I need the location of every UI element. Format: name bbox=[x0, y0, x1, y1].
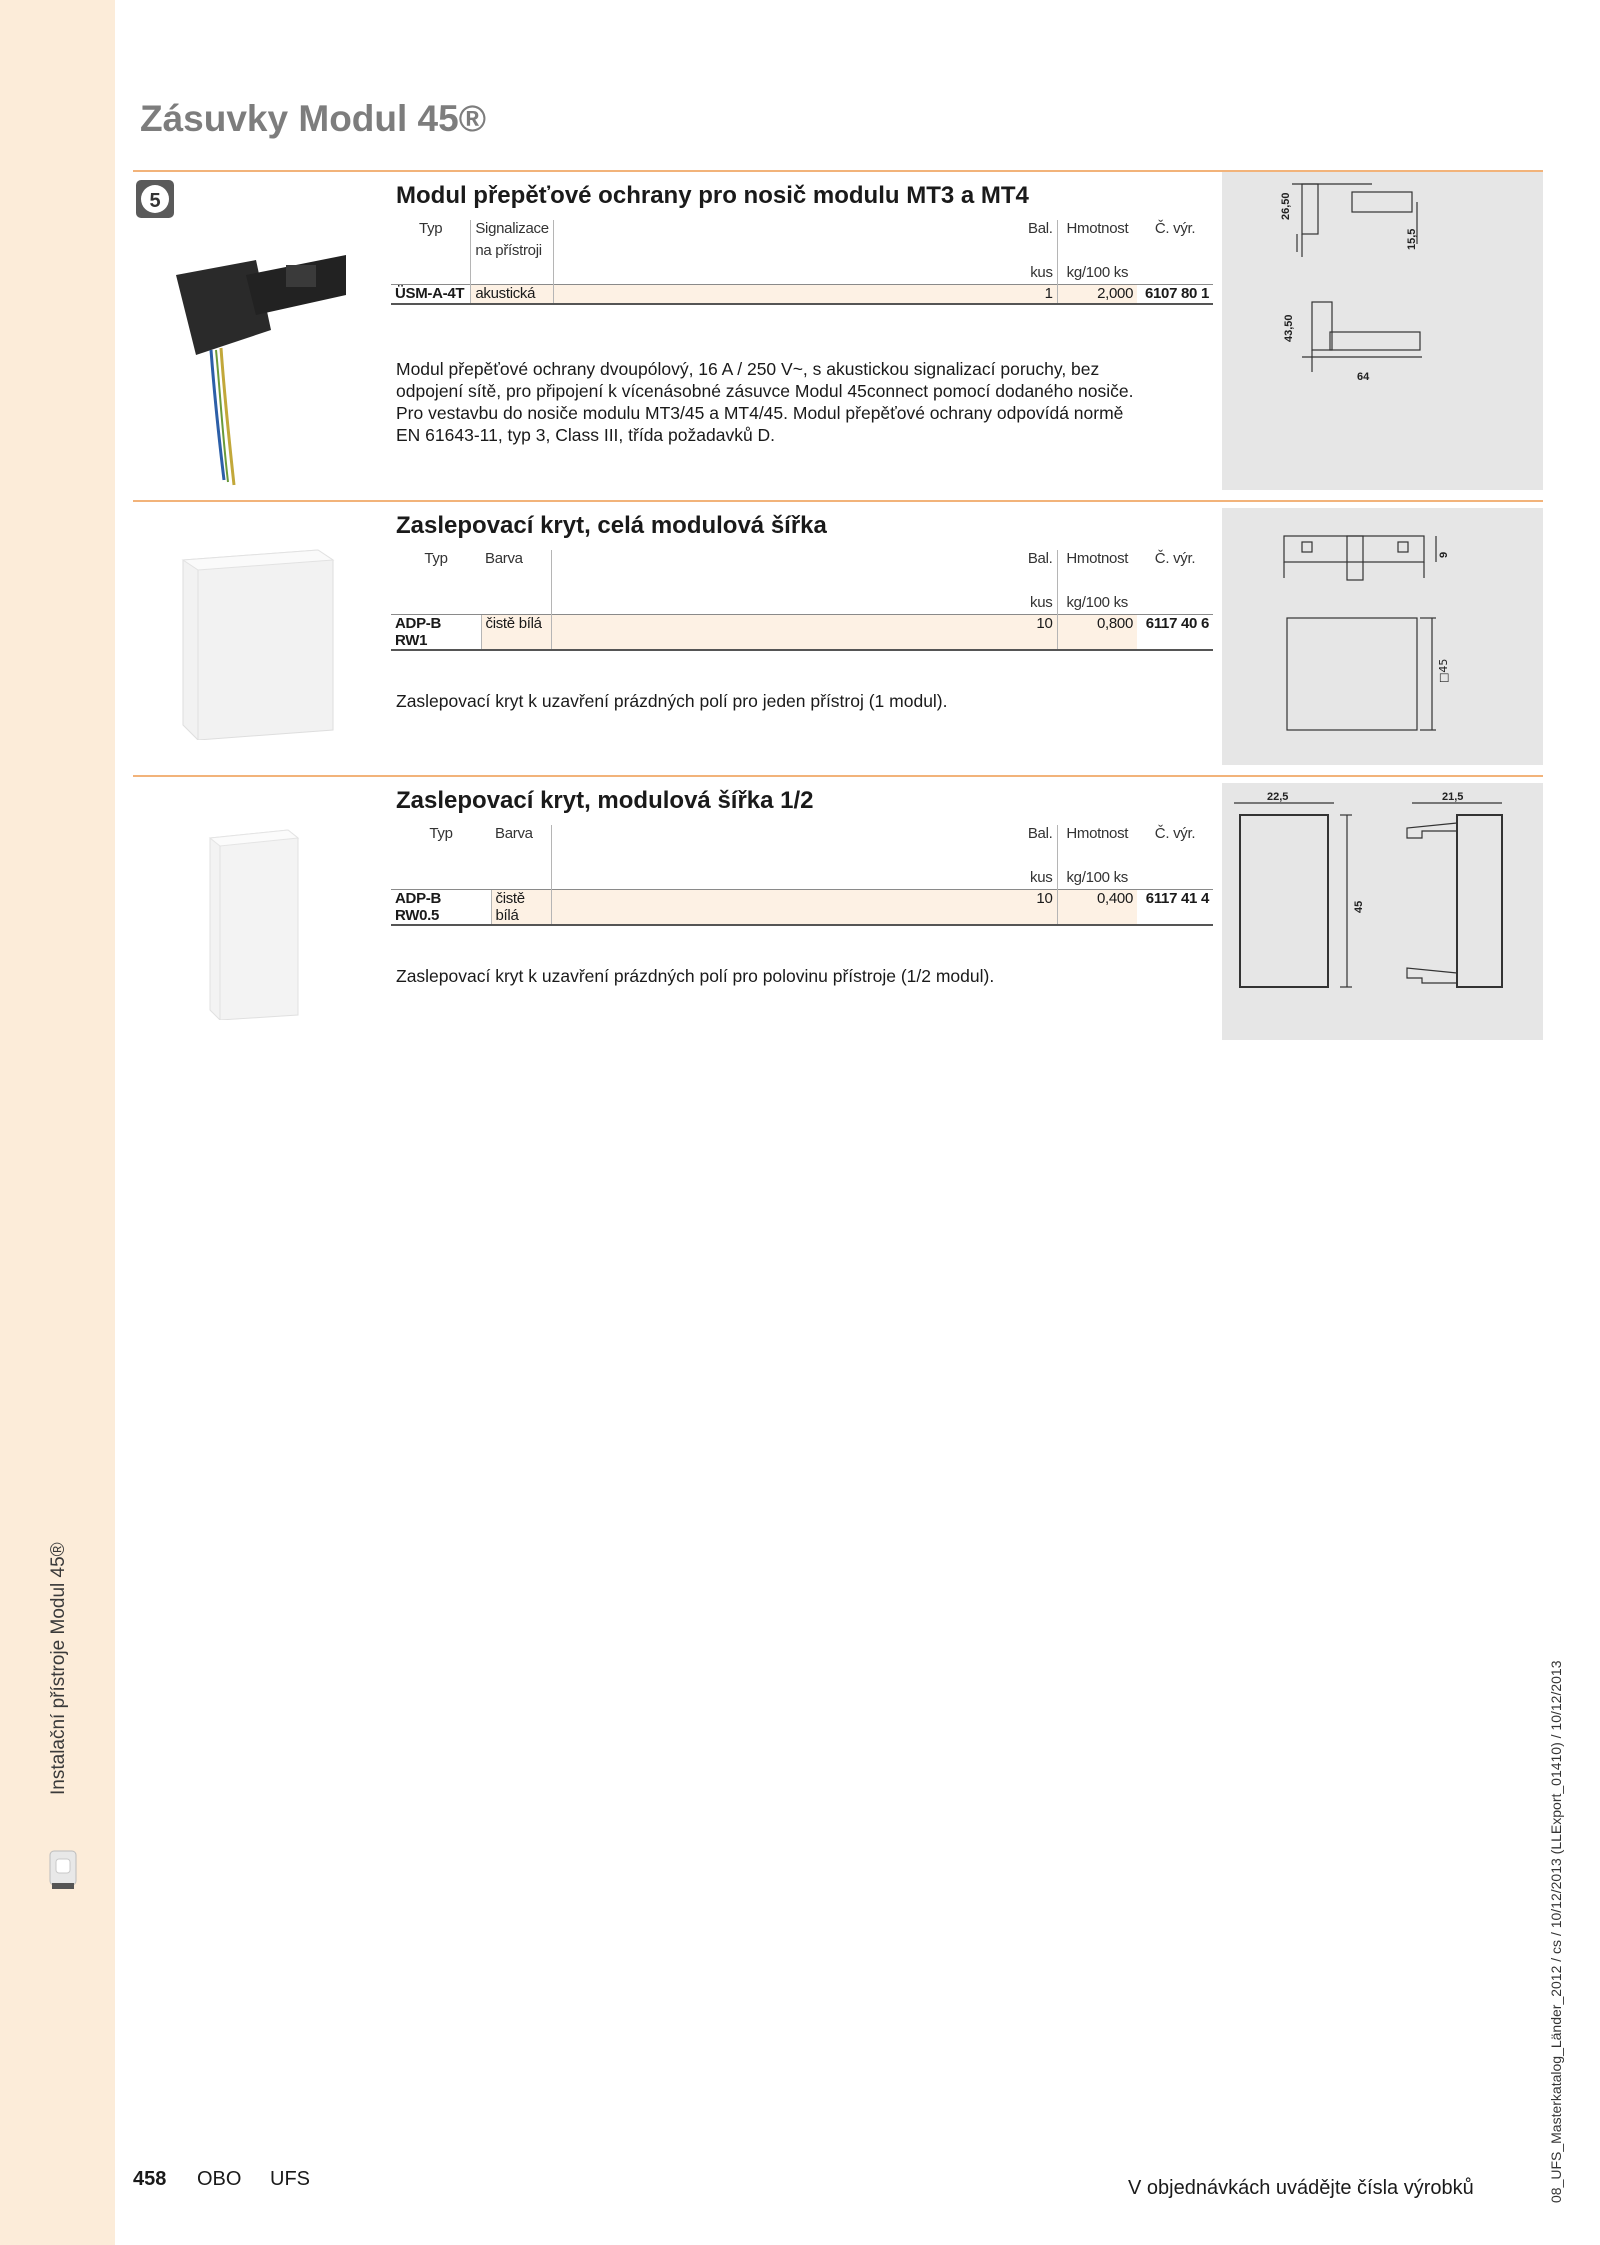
section-surge-module bbox=[133, 170, 1543, 490]
side-band bbox=[0, 0, 115, 2245]
unit-kg: kg/100 ks bbox=[1057, 264, 1137, 284]
dim-label-1: 26,50 bbox=[1280, 192, 1292, 220]
footer-note: V objednávkách uvádějte čísla výrobků bbox=[1128, 2177, 1474, 2199]
product-table bbox=[391, 220, 1213, 305]
right-margin-label: 08_UFS_Masterkatalog_Länder_2012 / cs / 10/12/2013 (LLExport_01410) / 10/12/2013 bbox=[1548, 1660, 1564, 2203]
dim-label-3: 45 bbox=[1353, 900, 1365, 913]
surge-module-photo bbox=[136, 180, 346, 490]
dimension-drawing bbox=[1222, 508, 1543, 765]
table-row bbox=[391, 284, 1213, 304]
section-title: Zaslepovací kryt, celá modulová šířka bbox=[396, 512, 827, 539]
header-bal: Bal. bbox=[1027, 550, 1053, 567]
product-table bbox=[391, 550, 1213, 651]
unit-kus: kus bbox=[1030, 594, 1053, 611]
blind-cover-half-photo bbox=[198, 820, 308, 1020]
product-table bbox=[391, 825, 1213, 926]
cell-signalizace: akustická bbox=[471, 284, 553, 304]
section-description: Zaslepovací kryt k uzavření prázdných polí pro jeden přístroj (1 modul). bbox=[396, 691, 948, 711]
header-typ: Typ bbox=[424, 550, 448, 567]
dim-label-1: 22,5 bbox=[1267, 791, 1289, 803]
dim-label-2: 15,5 bbox=[1406, 228, 1418, 250]
cell-cvyr: 6107 80 1 bbox=[1137, 284, 1213, 304]
header-hmotnost: Hmotnost bbox=[1057, 550, 1137, 594]
cell-hmotnost: 0,800 bbox=[1057, 614, 1137, 650]
header-cvyr: Č. výr. bbox=[1154, 220, 1196, 237]
section-title: Modul přepěťové ochrany pro nosič modulu MT3 a MT4 bbox=[396, 182, 1029, 209]
footer-brand: OBO bbox=[197, 2168, 242, 2190]
warranty-badge-number: 5 bbox=[149, 190, 161, 212]
dimension-drawing bbox=[1222, 783, 1543, 1040]
unit-kus: kus bbox=[1030, 869, 1053, 886]
header-barva: Barva bbox=[495, 825, 533, 842]
header-signalizace: Signalizace bbox=[471, 220, 553, 242]
cell-bal: 10 bbox=[1021, 614, 1057, 650]
dim-label-1: 9 bbox=[1438, 551, 1450, 558]
section-description: Modul přepěťové ochrany dvoupólový, 16 A / 250 V~, s akustickou signalizací poruchy, bez odpojení sítě, pro připojení k vícenásobné zásuvce Modul 45connect pomocí dodaného nosiče. Pro vestavbu do nosiče modulu MT3/45 a MT4/45. Modul přepěťové ochrany odpovídá normě EN 61643-11, typ 3, Class III, třída požadavků D. bbox=[396, 359, 1134, 445]
header-bal: Bal. bbox=[1027, 825, 1053, 842]
header-cvyr: Č. výr. bbox=[1154, 550, 1196, 567]
dimension-drawing bbox=[1222, 172, 1543, 490]
cell-hmotnost: 0,400 bbox=[1057, 889, 1137, 925]
header-bal: Bal. bbox=[1028, 220, 1053, 237]
side-thumbnail-image bbox=[44, 1845, 84, 1893]
dim-label-2: 21,5 bbox=[1442, 791, 1464, 803]
blind-cover-full-photo bbox=[168, 540, 338, 740]
cell-typ: ADP-B RW1 bbox=[391, 614, 481, 650]
header-typ: Typ bbox=[429, 825, 453, 842]
section-title: Zaslepovací kryt, modulová šířka 1/2 bbox=[396, 787, 814, 814]
header-cvyr: Č. výr. bbox=[1154, 825, 1196, 842]
cell-cvyr: 6117 41 4 bbox=[1137, 889, 1213, 925]
table-row bbox=[391, 889, 1213, 925]
header-signalizace-2: na přístroji bbox=[471, 242, 553, 264]
cell-cvyr: 6117 40 6 bbox=[1137, 614, 1213, 650]
unit-kg: kg/100 ks bbox=[1057, 594, 1137, 614]
cell-bal: 1 bbox=[1021, 284, 1057, 304]
page-number: 458 bbox=[133, 2168, 167, 2190]
header-typ: Typ bbox=[419, 220, 443, 237]
section-divider bbox=[133, 775, 1543, 777]
header-hmotnost: Hmotnost bbox=[1057, 220, 1137, 242]
section-blind-cover-full bbox=[133, 500, 1543, 765]
unit-kus: kus bbox=[1030, 264, 1053, 281]
dim-label-4: 64 bbox=[1357, 371, 1370, 383]
side-label: Instalační přístroje Modul 45® bbox=[48, 1542, 69, 1795]
dim-label-3: 43,50 bbox=[1283, 314, 1295, 342]
page-title: Zásuvky Modul 45® bbox=[140, 98, 486, 139]
footer-section: UFS bbox=[270, 2168, 310, 2190]
table-row bbox=[391, 614, 1213, 650]
cell-barva: čistě bílá bbox=[491, 889, 551, 925]
dim-label-2: □45 bbox=[1437, 658, 1450, 683]
cell-typ: ÜSM-A-4T bbox=[391, 284, 471, 304]
cell-typ: ADP-B RW0.5 bbox=[391, 889, 491, 925]
cell-bal: 10 bbox=[1021, 889, 1057, 925]
section-divider bbox=[133, 500, 1543, 502]
header-barva: Barva bbox=[485, 550, 523, 567]
cell-barva: čistě bílá bbox=[481, 614, 551, 650]
section-blind-cover-half bbox=[133, 775, 1543, 1040]
header-hmotnost: Hmotnost bbox=[1057, 825, 1137, 869]
section-description: Zaslepovací kryt k uzavření prázdných polí pro polovinu přístroje (1/2 modul). bbox=[396, 966, 995, 986]
unit-kg: kg/100 ks bbox=[1057, 869, 1137, 889]
cell-hmotnost: 2,000 bbox=[1057, 284, 1137, 304]
